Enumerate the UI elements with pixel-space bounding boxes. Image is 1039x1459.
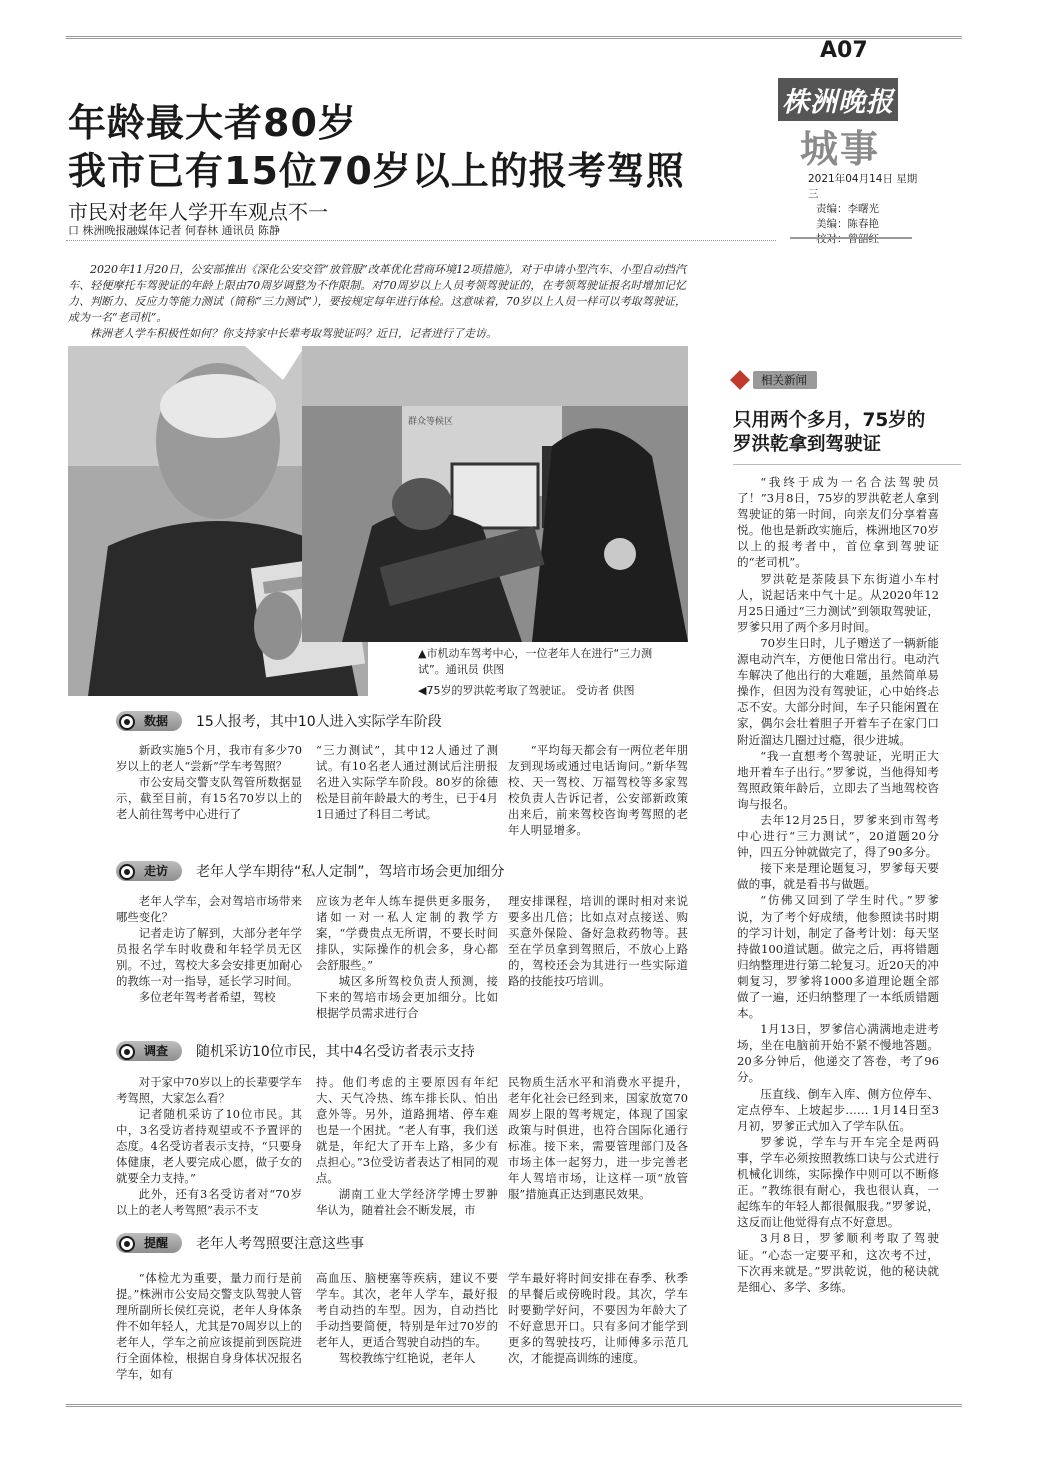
- paragraph: 新政实施5个月，我市有多少70岁以上的老人“尝新”学车考驾照？: [116, 743, 302, 773]
- section-data-col-1: [116, 742, 302, 822]
- paragraph: 罗洪乾是荼陵县下东街道小车村人，说起话来中气十足。从2020年12月25日通过“三力测试”到领取驾驶证，罗爹只用了两个多月时间。: [737, 571, 939, 634]
- section-visit-col-2: [316, 893, 498, 1021]
- section-visit-col-3: [508, 893, 688, 989]
- photo-test-center-art: [302, 346, 688, 642]
- paragraph: 接下来是理论题复习，罗爹每天要做的事，就是看书与做题。: [737, 861, 939, 892]
- section-survey-tag: 调查: [116, 1041, 182, 1061]
- masthead-info: [808, 172, 918, 247]
- paragraph: 湖南工业大学经济学博士罗翀华认为，随着社会不断发展，市: [316, 1187, 498, 1217]
- lead-paragraph-2: 株洲老人学车积极性如何？你支持家中长辈考取驾驶证吗？近日，记者进行了走访。: [90, 327, 497, 340]
- paragraph: 持。他们考虑的主要原因有年纪大、天气冷热、练车排长队、怕出意外等。另外，道路拥堵、停车难也是一个困扰。“老人有事，我们送就是，年纪大了开车上路，多少有点担心。”3位受访者表达了相同的观点。: [316, 1075, 498, 1185]
- paragraph: “体检尤为重要，量力而行是前提。”株洲市公安局交警支队驾驶人管理所副所长侯红亮说，老年人身体条件不如年轻人，尤其是70周岁以上的老年人，学车之前应该提前到医院进行全面体检，根据自身身体状况报名学车，如有: [116, 1271, 302, 1381]
- section-data-header: [116, 710, 442, 732]
- lead-text: [68, 262, 686, 342]
- paragraph: 市公安局交警支队驾管所数据显示，截至目前，有15名70岁以上的老人前往驾考中心进行了: [116, 775, 302, 821]
- bullet-icon: [119, 714, 135, 730]
- bottom-rule: [66, 1404, 962, 1407]
- paragraph: 城区多所驾校负责人预测，接下来的驾培市场会更加细分。比如根据学员需求进行合: [316, 974, 498, 1020]
- paragraph: 老年人学车，会对驾培市场带来哪些变化？: [116, 894, 302, 924]
- paragraph: 理安排课程，培训的课时相对来说要多出几倍；比如点对点接送、购买意外保险、备好急救药物等。甚至在学员拿到驾照后，不放心上路的，驾校还会为其进行一些实际道路的技能技巧培训。: [508, 894, 688, 988]
- masthead-divider: [790, 237, 912, 239]
- related-news-tag: 相关新闻: [733, 370, 817, 390]
- paragraph: 应该为老年人练车提供更多服务，诸如一对一私人定制的教学方案，“学费贵点无所谓，不要长时间排队，实际操作的机会多，身心都会舒服些。”: [316, 894, 498, 972]
- paragraph: 1月13日，罗爹信心满满地走进考场，坐在电脑前开始不紧不慢地答题。20多分钟后，他递交了答卷，考了96分。: [737, 1022, 939, 1085]
- section-tips-header: [116, 1232, 364, 1254]
- section-visit-col-1: [116, 893, 302, 1005]
- section-survey-col-2: [316, 1074, 498, 1218]
- pencil-icon: [730, 370, 750, 390]
- paragraph: “仿佛又回到了学生时代。”罗爹说，为了考个好成绩，他参照读书时期的学习计划，制定了备考计划：每天坚持做100道试题。做完之后，再将错题归纳整理进行第二轮复习。近20天的冲刺复习，罗爹将1000多道理论题全部做了一遍，还归纳整理了一本纸质错题本。: [737, 893, 939, 1021]
- section-survey-col-3: [508, 1074, 688, 1202]
- sidebar-title-1: 只用两个多月，75岁的: [733, 410, 926, 431]
- designer-credit: 美编：陈春艳: [816, 218, 879, 230]
- paragraph: 3月8日，罗爹顺利考取了驾驶证。“心态一定要平和，这次考不过，下次再来就是。”罗洪乾说，他的秘诀就是细心、多学、多练。: [737, 1231, 939, 1294]
- section-tips-tag: 提醒: [116, 1233, 182, 1253]
- sidebar-title-2: 罗洪乾拿到驾驶证: [733, 434, 882, 455]
- photo-test-center: [302, 346, 688, 642]
- photo-caption-1: ▲市机动车驾考中心，一位老年人在进行“三力测试”。通讯员 供图: [418, 647, 653, 676]
- paragraph: 对于家中70岁以上的长辈要学车考驾照，大家怎么看？: [116, 1075, 302, 1105]
- paragraph: 压直线、倒车入库、侧方位停车、定点停车、上坡起步…… 1月14日至3月初，罗爹正式加入了学车队伍。: [737, 1086, 939, 1133]
- paragraph: 记者走访了解到，大部分老年学员报名学车时收费和年轻学员无区别。不过，驾校大多会安排更加耐心的教练一对一指导，延长学习时间。: [116, 926, 302, 988]
- section-survey-col-1: [116, 1074, 302, 1218]
- lead-paragraph-1: 2020年11月20日，公安部推出《深化公安交管“放管服”改革优化营商环境12项措施》，对于申请小型汽车、小型自动挡汽车、轻便摩托车驾驶证的年龄上限由70周岁调整为不作限制。对70周岁以上人员考领驾驶证的，在考领驾驶证报名时增加记忆力、判断力、反应力等能力测试（简称“三力测试”），要按规定每年进行体检。这意味着，70岁以上人员一样可以考取驾驶证，成为一名“老司机”。: [68, 263, 686, 324]
- section-data-col-2: [316, 742, 498, 822]
- paragraph: 70岁生日时，儿子赠送了一辆新能源电动汽车，方便他日常出行。电动汽车解决了他出行的大难题，虽然简单易操作，但因为没有驾驶证，心中始终忐忑不安。大部分时间，车子只能闲置在家，偶尔会壮着胆子开着车子在家门口附近溜达几圈过过瘾，很少进城。: [737, 635, 939, 747]
- section-visit-title: 老年人学车期待“私人定制”，驾培市场会更加细分: [196, 864, 505, 880]
- section-data-title: 15人报考，其中10人进入实际学车阶段: [196, 714, 442, 730]
- section-name: 城事: [800, 126, 881, 171]
- headline-divider: [66, 240, 776, 241]
- paragraph: 此外，还有3名受访者对“70岁以上的老人考驾照”表示不支: [116, 1187, 302, 1217]
- bullet-icon: [119, 1236, 135, 1252]
- headline-line1: 年龄最大者80岁: [68, 101, 357, 145]
- section-tips-col-2: [316, 1270, 498, 1366]
- section-survey-header: [116, 1040, 475, 1062]
- byline: 口 株洲晚报融媒体记者 何春林 通讯员 陈静: [68, 224, 280, 237]
- paragraph: 去年12月25日，罗爹来到市驾考中心进行“三力测试”，20道题20分钟，四五分钟就做完了，得了90多分。: [737, 812, 939, 860]
- paragraph: 驾校教练宁红艳说，老年人: [338, 1351, 476, 1365]
- proof-credit: 校对：曾韶红: [816, 233, 879, 245]
- page-number: A07: [820, 38, 868, 63]
- section-data-col-3: [508, 742, 688, 838]
- paragraph: 罗爹说，学车与开车完全是两码事，学车必须按照教练口诀与公式进行机械化训练，实际操作中则可以不断修正。“教练很有耐心，我也很认真，一起练车的年轻人都很佩服我。”罗爹说，这反而让他觉得有点不好意思。: [737, 1134, 939, 1230]
- paragraph: “平均每天都会有一两位老年朋友到现场或通过电话询问。”新华驾校、天一驾校、万福驾校等多家驾校负责人告诉记者，公安部新政策出来后，前来驾校咨询考驾照的老年人明显增多。: [508, 743, 688, 837]
- paragraph: 民物质生活水平和消费水平提升，老年化社会已经到来，国家放宽70周岁上限的驾考规定，体现了国家政策与时俱进，也符合国际化通行标准。接下来，需要管理部门及各市场主体一起努力，进一步完善老年人驾培市场，让这样一项“放管服”措施真正达到惠民效果。: [508, 1075, 688, 1201]
- waiting-area-sign: 群众等候区: [408, 417, 454, 427]
- section-visit-header: [116, 860, 505, 882]
- paragraph: “我一直想考个驾驶证，光明正大地开着车子出行。”罗爹说，当他得知考驾照政策年龄后，立即去了当地驾校咨询与报名。: [737, 748, 939, 811]
- section-visit-tag: 走访: [116, 861, 182, 881]
- issue-date: 2021年04月14日 星期三: [808, 173, 918, 200]
- paragraph: 多位老年驾考者希望，驾校: [138, 990, 276, 1004]
- section-tips-col-3: [508, 1270, 688, 1366]
- paragraph: 学车最好将时间安排在春季、秋季的早餐后或傍晚时段。其次，学车时要勤学好问，不要因为年龄大了不好意思开口。只有多问才能学到更多的驾驶技巧，让师傅多示范几次，才能提高训练的速度。: [508, 1271, 688, 1365]
- sidebar-title-divider: [733, 464, 961, 465]
- bullet-icon: [119, 1044, 135, 1060]
- editor-credit: 责编：李曙光: [816, 203, 879, 215]
- sidebar-body: [737, 474, 939, 1295]
- paragraph: 记者随机采访了10位市民。其中，3名受访者持观望或不予置评的态度。4名受访者表示支持，“只要身体健康，老人要完成心愿，做子女的就要全力支持。”: [116, 1107, 302, 1185]
- section-survey-title: 随机采访10位市民，其中4名受访者表示支持: [196, 1044, 475, 1060]
- paragraph: 高血压、脑梗塞等疾病，建议不要学车。其次，老年人学车，最好报考自动挡的车型。因为，自动挡比手动挡要简便，特别是年过70岁的老年人，更适合驾驶自动挡的车。: [316, 1271, 498, 1349]
- masthead-logo: 株洲晚报: [778, 78, 898, 121]
- section-tips-title: 老年人考驾照要注意这些事: [196, 1236, 365, 1252]
- speech-notch: [245, 346, 305, 382]
- bullet-icon: [119, 864, 135, 880]
- section-tips-col-1: [116, 1270, 302, 1382]
- headline-line2: 我市已有15位70岁以上的报考驾照: [68, 149, 685, 193]
- paragraph: “三力测试”，其中12人通过了测试。有10名老人通过测试后注册报名进入实际学车阶段。80岁的徐德松是目前年龄最大的考生，已于4月1日通过了科目二考试。: [316, 743, 498, 821]
- paragraph: “我终于成为一名合法驾驶员了！”3月8日，75岁的罗洪乾老人拿到驾驶证的第一时间，向亲友们分享着喜悦。他也是新政实施后，株洲地区70岁以上的报考者中，首位拿到驾驶证的“老司机”。: [737, 475, 939, 570]
- subtitle: 市民对老年人学开车观点不一: [68, 200, 328, 224]
- section-data-tag: 数据: [116, 711, 182, 731]
- photo-caption-2: ◀75岁的罗洪乾考取了驾驶证。 受访者 供图: [418, 684, 635, 697]
